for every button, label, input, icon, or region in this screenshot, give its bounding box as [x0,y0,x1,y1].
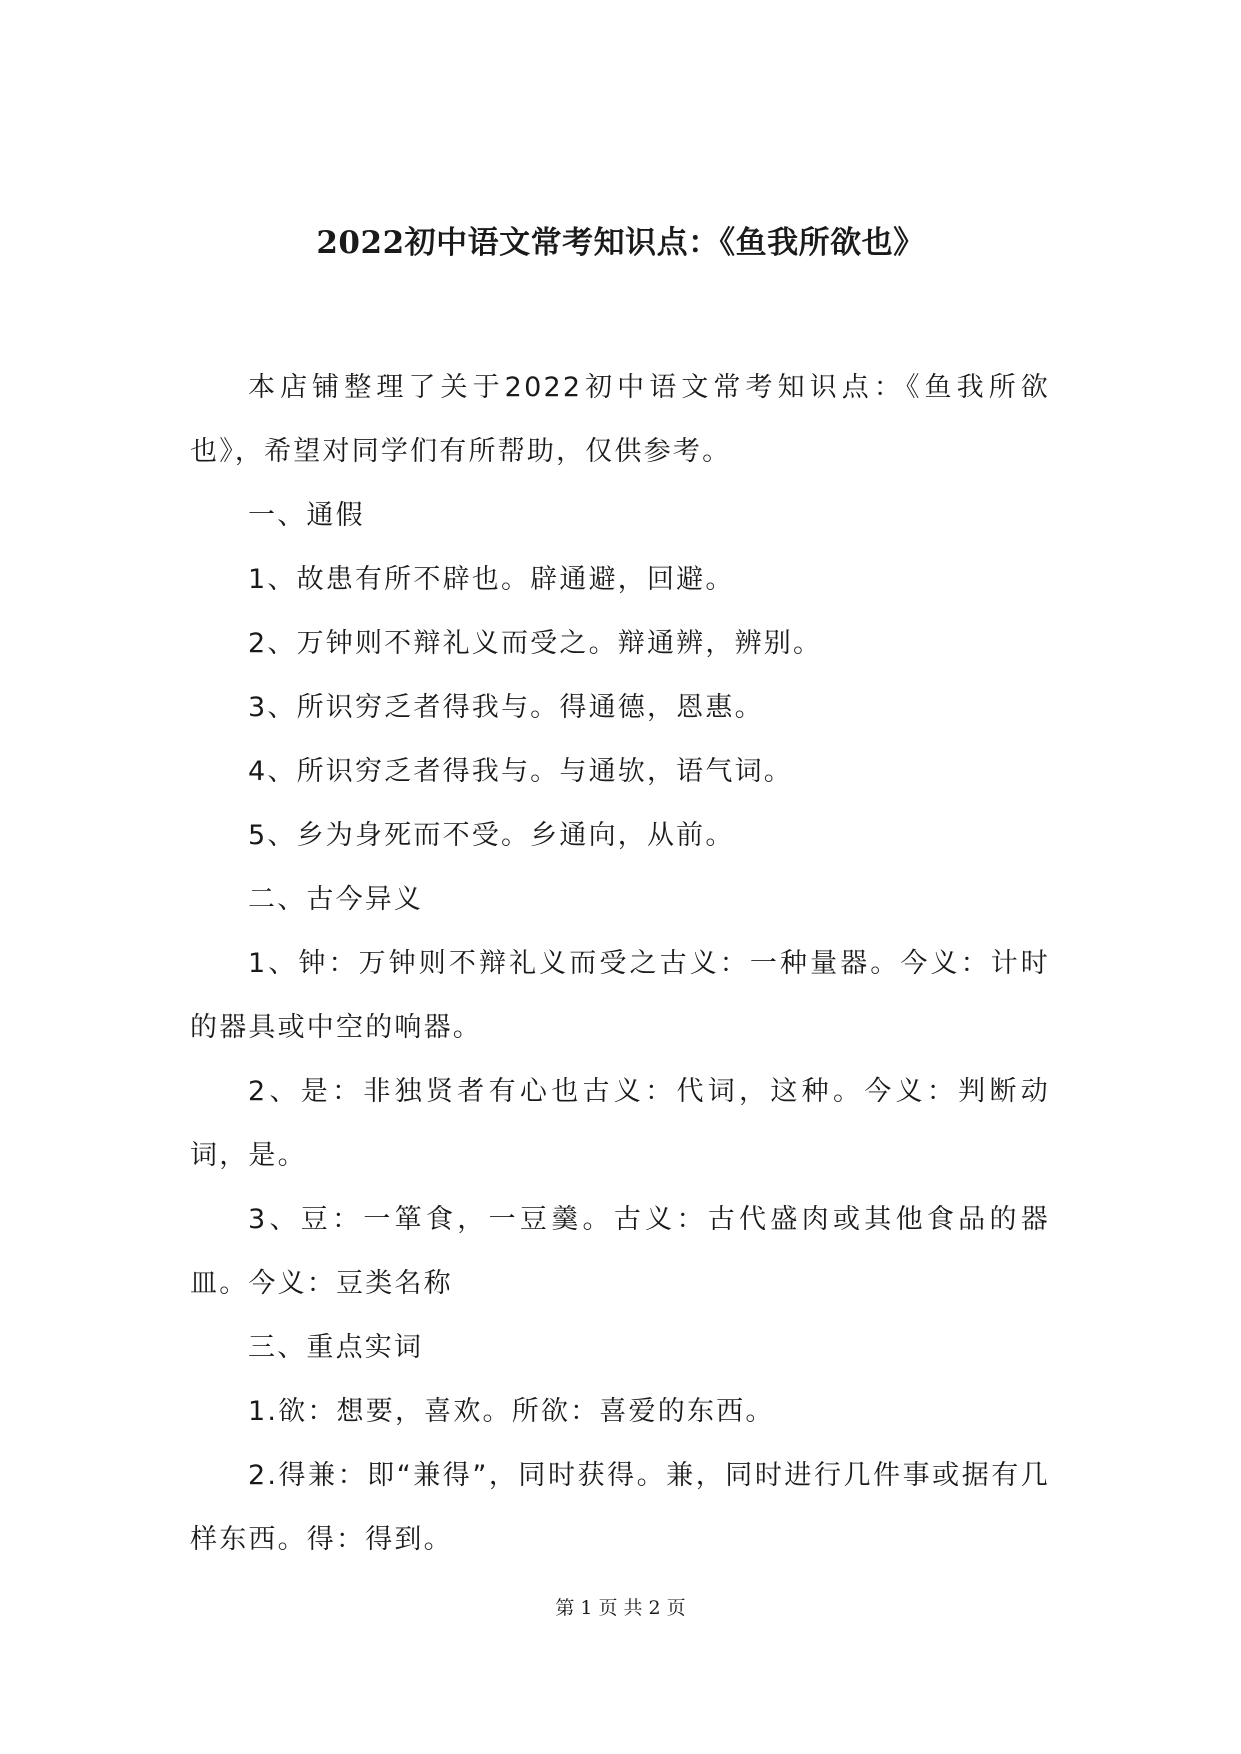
footer-label-unit-end: 页 [666,1597,686,1619]
list-item: 1、钟：万钟则不辩礼义而受之古义：一种量器。今义：计时的器具或中空的响器。 [190,948,1050,1043]
section-heading-gujin-yiyi: 二、古今异义 [248,884,424,915]
list-item: 3、豆：一箪食，一豆羹。古义：古代盛肉或其他食品的器皿。今义：豆类名称 [190,1204,1050,1299]
section-heading-zhongdian-shici: 三、重点实词 [248,1332,424,1363]
list-item: 2、是：非独贤者有心也古义：代词，这种。今义：判断动词，是。 [190,1076,1050,1171]
list-item: 3、所识穷乏者得我与。得通德，恩惠。 [248,692,764,723]
footer-current-page: 1 [580,1597,593,1619]
list-item: 1、故患有所不辟也。辟通避，回避。 [248,564,735,595]
intro-paragraph: 本店铺整理了关于2022初中语文常考知识点：《鱼我所欲也》，希望对同学们有所帮助，仅供参考。 [190,372,1050,467]
footer-total-pages: 2 [648,1597,661,1619]
section-heading-tongjia: 一、通假 [248,500,365,531]
footer-label-total: 共 [623,1597,643,1619]
list-item: 1.欲：想要，喜欢。所欲：喜爱的东西。 [248,1396,775,1427]
list-item: 4、所识穷乏者得我与。与通欤，语气词。 [248,756,793,787]
footer-label-unit: 页 [598,1597,618,1619]
document-body [190,356,1050,1572]
page-footer [0,1596,1241,1620]
footer-label-page: 第 [555,1597,575,1619]
list-item: 5、乡为身死而不受。乡通向，从前。 [248,820,735,851]
list-item: 2.得兼：即“兼得”，同时获得。兼，同时进行几件事或据有几样东西。得：得到。 [190,1460,1050,1555]
list-item: 2、万钟则不辩礼义而受之。辩通辨，辨别。 [248,628,823,659]
document-title: 2022初中语文常考知识点：《鱼我所欲也》 [316,225,925,261]
